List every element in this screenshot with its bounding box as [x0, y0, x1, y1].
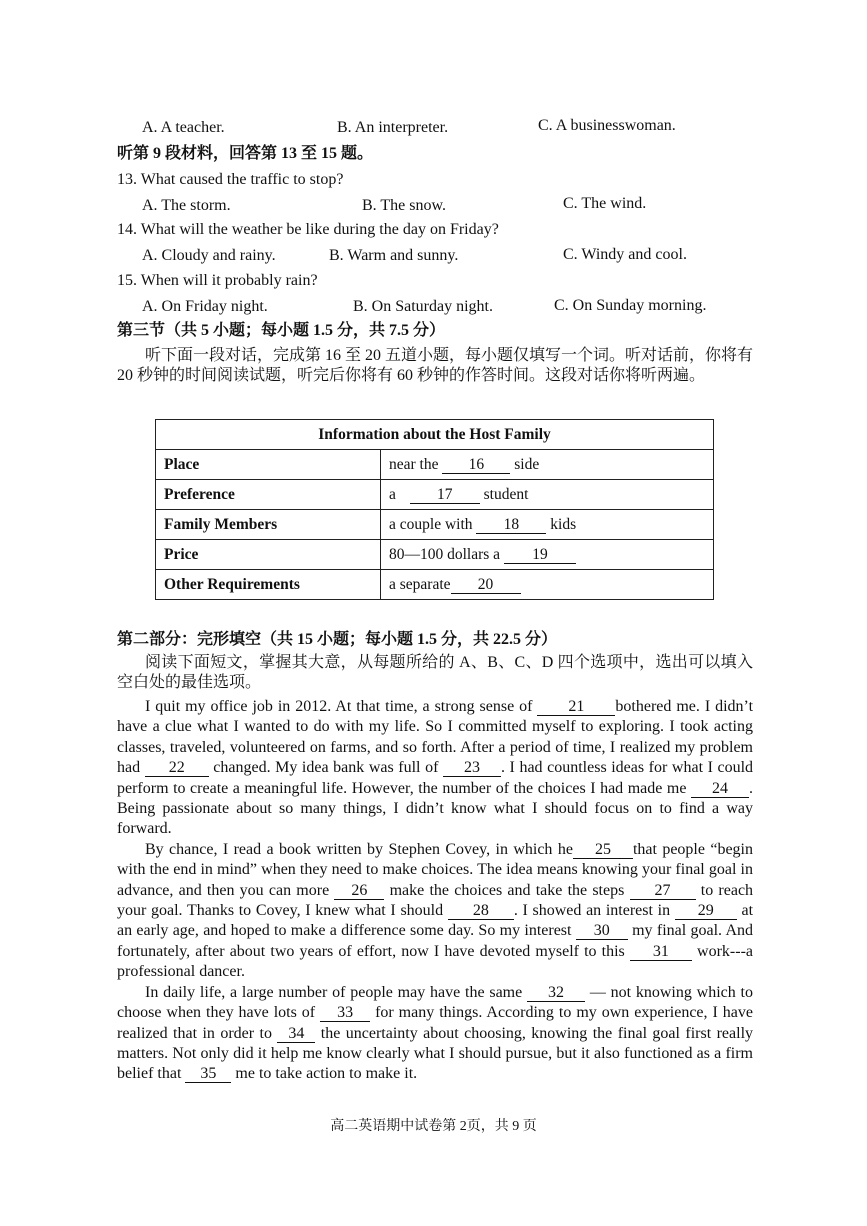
cloze-blank-31: 31 — [630, 943, 692, 961]
answer-blank-20: 20 — [451, 576, 521, 594]
answer-blank-16: 16 — [442, 456, 510, 474]
question-13-stem: 13. What caused the traffic to stop? — [117, 171, 344, 188]
q13-option-b: B. The snow. — [362, 197, 446, 214]
value-post: side — [514, 455, 540, 473]
value-post: kids — [550, 515, 577, 533]
text-run: for many things. According to my own experience, I have realized that in order to — [117, 1004, 753, 1042]
cloze-blank-24: 24 — [691, 780, 749, 798]
q12-option-c: C. A businesswoman. — [538, 117, 676, 134]
section-9-heading: 听第 9 段材料，回答第 13 至 15 题。 — [117, 145, 374, 162]
table-row — [156, 510, 714, 540]
cloze-paragraph-1 — [117, 697, 753, 840]
text-run: make the choices and take the steps — [389, 881, 625, 899]
text-run: By chance, I read a book written by Stephen Covey, in which he — [145, 840, 573, 858]
part-2-instructions — [117, 653, 753, 694]
answer-blank-19: 19 — [504, 546, 576, 564]
question-15-stem: 15. When will it probably rain? — [117, 272, 318, 289]
text-run: . I had countless ideas for what I could perform to create a meaningful life. However, the number of the choices I had made me — [117, 759, 754, 797]
row-value — [381, 570, 714, 600]
part-2-heading: 第二部分：完形填空（共 15 小题；每小题 1.5 分，共 22.5 分） — [117, 631, 558, 648]
text-run: my final goal. And fortunately, after about two years of effort, now I have devoted myself to this — [117, 922, 754, 960]
q13-option-a: A. The storm. — [142, 197, 231, 214]
cloze-blank-22: 22 — [145, 759, 209, 777]
cloze-blank-32: 32 — [527, 984, 585, 1002]
section-3-heading: 第三节（共 5 小题；每小题 1.5 分，共 7.5 分） — [117, 322, 446, 339]
q15-option-b: B. On Saturday night. — [353, 298, 493, 315]
table-row — [156, 450, 714, 480]
cloze-passage — [117, 697, 753, 1085]
cloze-paragraph-3 — [117, 983, 753, 1085]
cloze-blank-29: 29 — [675, 902, 737, 920]
cloze-blank-21: 21 — [537, 698, 615, 716]
text-run: — not knowing which to choose when they have lots of — [117, 983, 753, 1022]
row-label: Preference — [156, 480, 381, 510]
row-label: Family Members — [156, 510, 381, 540]
cloze-blank-28: 28 — [448, 902, 514, 920]
text-run: . Being passionate about so many things, I didn’t know what I should focus on to find a way forward. — [117, 779, 754, 838]
row-label: Place — [156, 450, 381, 480]
cloze-blank-26: 26 — [334, 882, 384, 900]
value-post: student — [483, 485, 529, 503]
answer-blank-18: 18 — [476, 516, 546, 534]
text-run: bothered me. I didn’t have a clue what I wanted to do with my life. So I committed myself to exploring. I took acting classes, traveled, volunteered on farms, and so forth. After a period of time, I realized my problem had — [117, 698, 754, 777]
q12-option-a: A. A teacher. — [142, 119, 225, 136]
value-pre: a couple with — [389, 515, 473, 533]
q15-option-a: A. On Friday night. — [142, 298, 268, 315]
text-run: the uncertainty about choosing, knowing the final goal first really matters. Not only did it help me know clearly what I should pursue, but it also functioned as a firm belief that — [117, 1024, 754, 1083]
cloze-blank-27: 27 — [630, 882, 696, 900]
table-header-row — [156, 420, 714, 450]
part-2-instructions-text: 阅读下面短文，掌握其大意，从每题所给的 A、B、C、D 四个选项中，选出可以填入空白处的最佳选项。 — [117, 654, 753, 692]
q15-option-c: C. On Sunday morning. — [554, 297, 707, 314]
table-row — [156, 540, 714, 570]
value-pre: a — [389, 485, 396, 503]
page-footer: 高二英语期中试卷第 2页，共 9 页 — [330, 1119, 537, 1134]
text-run: changed. My idea bank was full of — [213, 759, 439, 777]
table-row — [156, 570, 714, 600]
row-value — [381, 450, 714, 480]
q14-option-a: A. Cloudy and rainy. — [142, 247, 276, 264]
row-value — [381, 540, 714, 570]
row-label: Other Requirements — [156, 570, 381, 600]
cloze-blank-34: 34 — [277, 1025, 315, 1043]
row-label: Price — [156, 540, 381, 570]
q14-option-c: C. Windy and cool. — [563, 246, 687, 263]
cloze-blank-33: 33 — [320, 1004, 370, 1022]
question-14-stem: 14. What will the weather be like during the day on Friday? — [117, 221, 499, 238]
text-run: work---a professional dancer. — [117, 942, 753, 981]
q12-option-b: B. An interpreter. — [337, 119, 449, 136]
table-title: Information about the Host Family — [156, 420, 714, 450]
cloze-blank-25: 25 — [573, 841, 633, 859]
text-run: me to take action to make it. — [235, 1065, 418, 1083]
row-value — [381, 480, 714, 510]
cloze-blank-30: 30 — [576, 922, 628, 940]
text-run: . I showed an interest in — [513, 902, 671, 920]
value-pre: a separate — [389, 575, 451, 593]
cloze-paragraph-2 — [117, 840, 753, 983]
cloze-blank-23: 23 — [443, 759, 501, 777]
section-3-instructions-text: 听下面一段对话，完成第 16 至 20 五道小题，每小题仅填写一个词。听对话前，你将有 20 秒钟的时间阅读试题，听完后你将有 60 秒钟的作答时间。这段对话你将听两遍。 — [117, 347, 754, 385]
text-run: I quit my office job in 2012. At that time, a strong sense of — [145, 698, 533, 715]
host-family-table — [155, 419, 714, 600]
section-3-instructions — [117, 346, 753, 387]
value-pre: 80—100 dollars a — [389, 545, 501, 563]
text-run: In daily life, a large number of people may have the same — [145, 983, 523, 1001]
answer-blank-17: 17 — [410, 486, 480, 504]
q13-option-c: C. The wind. — [563, 195, 647, 212]
table-row — [156, 480, 714, 510]
text-run: that people “begin with the end in mind” when they need to make choices. The idea means knowing your final goal in advance, and then you can more — [117, 840, 753, 899]
text-run: to reach your goal. Thanks to Covey, I knew what I should — [117, 881, 754, 920]
cloze-blank-35: 35 — [185, 1065, 231, 1083]
row-value — [381, 510, 714, 540]
q14-option-b: B. Warm and sunny. — [329, 247, 459, 264]
text-run: at an early age, and hoped to make a difference some day. So my interest — [117, 902, 754, 940]
value-pre: near the — [389, 455, 439, 473]
